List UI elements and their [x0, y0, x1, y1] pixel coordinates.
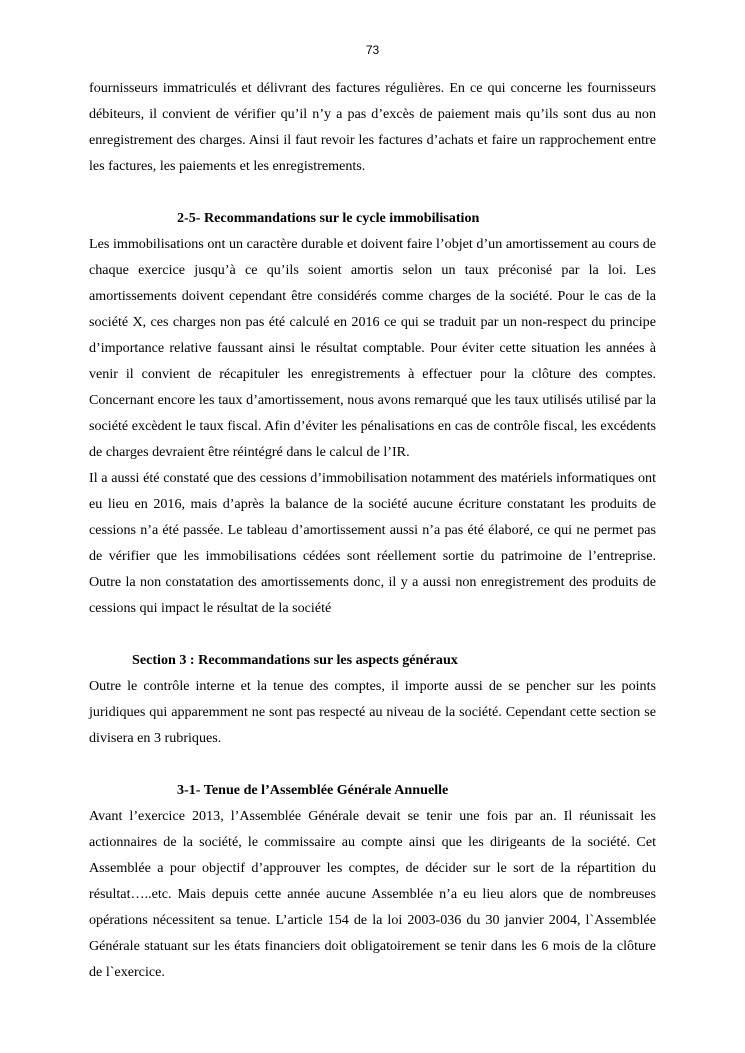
- heading-2-5: 2-5- Recommandations sur le cycle immobilisation: [177, 210, 480, 226]
- paragraph-assembly: Avant l’exercice 2013, l’Assemblée Générale devait se tenir une fois par an. Il réunissait les actionnaires de la société, le commissaire au compte ainsi que les dirigeants de la société. Cet Assemblée a pour objectif d’approuver les comptes, de décider sur le sort de la répartition du résultat…..etc. Mais depuis cette année aucune Assemblée n’a eu lieu alors que de nombreuses opérations nécessitent sa tenue. L’article 154 de la loi 2003-036 du 30 janvier 2004, l`Assemblée Générale statuant sur les états financiers doit obligatoirement se tenir dans les 6 mois de la clôture de l`exercice.: [89, 808, 656, 980]
- spacer: [89, 179, 656, 205]
- page-number: 73: [365, 43, 380, 57]
- document-body: [89, 75, 656, 985]
- paragraph-general-aspects: Outre le contrôle interne et la tenue des comptes, il importe aussi de se pencher sur les points juridiques qui apparemment ne sont pas respecté au niveau de la société. Cependant cette section se divisera en 3 rubriques.: [89, 678, 656, 746]
- paragraph-suppliers: fournisseurs immatriculés et délivrant des factures régulières. En ce qui concerne les fournisseurs débiteurs, il convient de vérifier qu’il n’y a pas d’excès de paiement mais qu’ils sont dus au non enregistrement des charges. Ainsi il faut revoir les factures d’achats et faire un rapprochement entre les factures, les paiements et les enregistrements.: [89, 80, 656, 174]
- paragraph-immobilisations: Les immobilisations ont un caractère durable et doivent faire l’objet d’un amortissement au cours de chaque exercice jusqu’à ce qu’ils soient amortis selon un taux préconisé par la loi. Les amortissements doivent cependant être considérés comme charges de la société. Pour le cas de la société X, ces charges non pas été calculé en 2016 ce qui se traduit par un non-respect du principe d’importance relative faussant ainsi le résultat comptable. Pour éviter cette situation les années à venir il convient de récapituler les enregistrements à effectuer pour la clôture des comptes. Concernant encore les taux d’amortissement, nous avons remarqué que les taux utilisés utilisé par la société excèdent le taux fiscal. Afin d’éviter les pénalisations en cas de contrôle fiscal, les excédents de charges devraient être réintégré dans le calcul de l’IR.: [89, 236, 656, 460]
- heading-section-3: Section 3 : Recommandations sur les aspects généraux: [132, 652, 458, 668]
- spacer: [89, 751, 656, 777]
- heading-3-1: 3-1- Tenue de l’Assemblée Générale Annuelle: [177, 782, 449, 798]
- spacer: [89, 621, 656, 647]
- paragraph-cessions: Il a aussi été constaté que des cessions d’immobilisation notamment des matériels informatiques ont eu lieu en 2016, mais d’après la balance de la société aucune écriture constatant les produits de cessions n’a été passée. Le tableau d’amortissement aussi n’a pas été élaboré, ce qui ne permet pas de vérifier que les immobilisations cédées sont réellement sortie du patrimoine de l’entreprise. Outre la non constatation des amortissements donc, il y a aussi non enregistrement des produits de cessions qui impact le résultat de la société: [89, 470, 656, 616]
